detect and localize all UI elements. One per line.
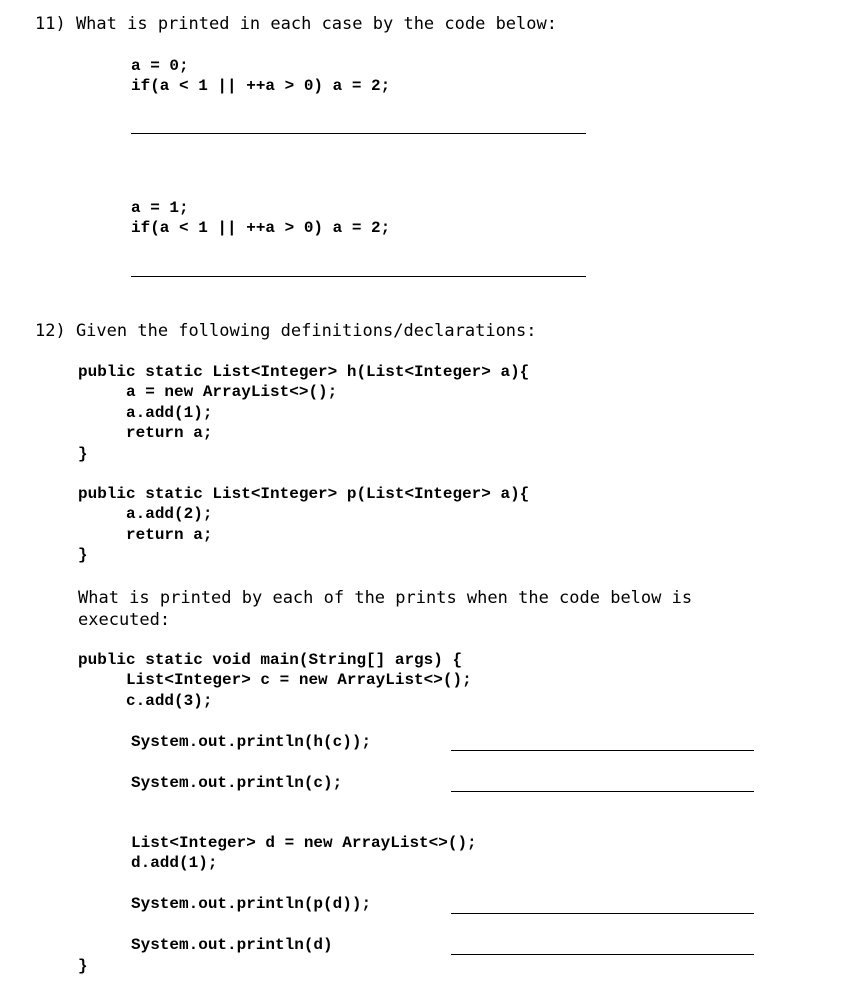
question-11-case-1-answer-line[interactable] [131, 133, 586, 134]
print-statement-3: System.out.println(p(d)); [131, 895, 372, 913]
print-statement-1: System.out.println(h(c)); [131, 733, 372, 751]
print-1-answer-line[interactable] [451, 750, 754, 751]
question-11-case-1-code: a = 0; if(a < 1 || ++a > 0) a = 2; [131, 57, 391, 96]
question-12-method-p: public static List<Integer> p(List<Integer> a){ a.add(2); return a; } [78, 485, 530, 565]
question-12-main-middle: List<Integer> d = new ArrayList<>(); d.add(1); [131, 834, 477, 873]
question-12-instruction: What is printed by each of the prints when the code below is executed: [78, 588, 693, 630]
question-12-prompt: 12) Given the following definitions/declarations: [35, 321, 537, 341]
print-statement-4: System.out.println(d) [131, 936, 333, 954]
print-3-answer-line[interactable] [451, 913, 754, 914]
print-2-answer-line[interactable] [451, 791, 754, 792]
question-11-case-2-answer-line[interactable] [131, 276, 586, 277]
main-closing-brace: } [78, 957, 88, 975]
question-12-main-header: public static void main(String[] args) { List<Integer> c = new ArrayList<>(); c.add(3); [78, 651, 472, 710]
question-12-method-h: public static List<Integer> h(List<Integer> a){ a = new ArrayList<>(); a.add(1); return a; } [78, 363, 530, 463]
print-4-answer-line[interactable] [451, 954, 754, 955]
print-statement-2: System.out.println(c); [131, 774, 343, 792]
question-11-prompt: 11) What is printed in each case by the code below: [35, 14, 557, 34]
question-11-case-2-code: a = 1; if(a < 1 || ++a > 0) a = 2; [131, 199, 391, 238]
